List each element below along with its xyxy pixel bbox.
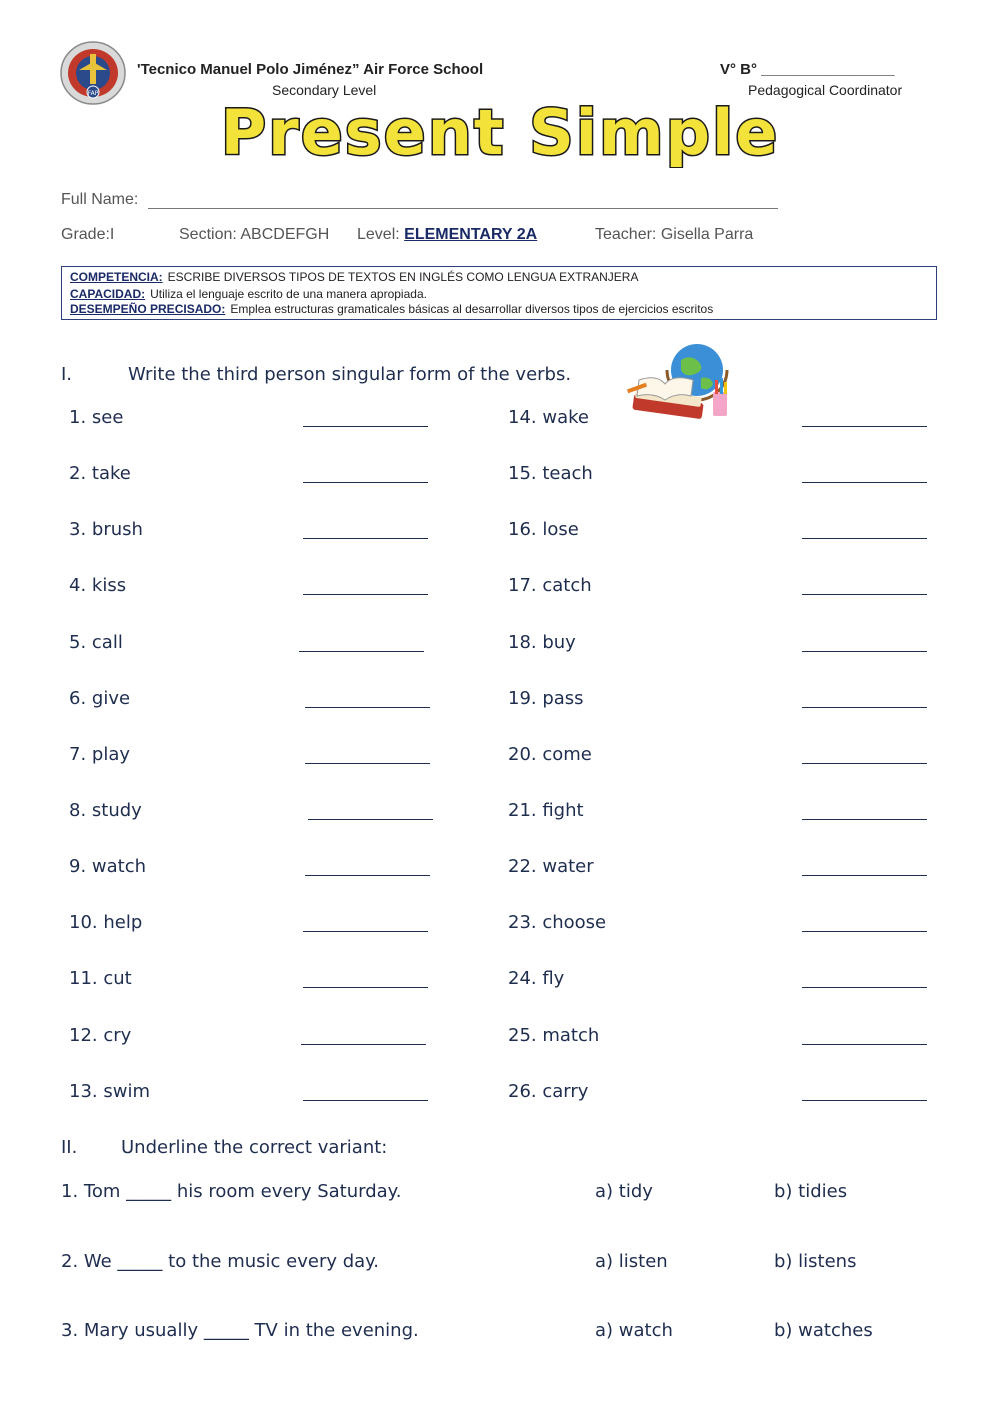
- answer-blank-16[interactable]: [802, 538, 927, 539]
- verb-item-10: 10. help: [69, 912, 143, 933]
- verb-item-22: 22. water: [508, 856, 594, 877]
- question-2-option-b[interactable]: b) listens: [774, 1251, 857, 1272]
- verb-item-7: 7. play: [69, 744, 131, 765]
- verb-item-26: 26. carry: [508, 1081, 589, 1102]
- answer-blank-21[interactable]: [802, 819, 927, 820]
- school-logo: [59, 40, 127, 110]
- verb-item-23: 23. choose: [508, 912, 607, 933]
- answer-blank-1[interactable]: [303, 426, 428, 427]
- verb-item-8: 8. study: [69, 800, 142, 821]
- verb-item-2: 2. take: [69, 463, 131, 484]
- answer-blank-2[interactable]: [303, 482, 428, 483]
- competencia-label: COMPETENCIA:: [70, 270, 163, 284]
- answer-blank-12[interactable]: [301, 1044, 426, 1045]
- svg-text:Present Simple: Present Simple: [220, 98, 780, 168]
- page-title: [170, 98, 830, 172]
- books-globe-icon: [625, 340, 735, 436]
- verb-item-6: 6. give: [69, 688, 131, 709]
- full-name-label: Full Name:: [61, 191, 139, 208]
- verb-item-21: 21. fight: [508, 800, 584, 821]
- svg-text:FAP: FAP: [87, 90, 99, 97]
- answer-blank-14[interactable]: [802, 426, 927, 427]
- question-3: 3. Mary usually _____ TV in the evening.: [61, 1320, 419, 1341]
- competencia-line: [70, 269, 928, 286]
- competencia-text: ESCRIBE DIVERSOS TIPOS DE TEXTOS EN INGLÉS COMO LENGUA EXTRANJERA: [167, 270, 639, 284]
- answer-blank-9[interactable]: [305, 875, 430, 876]
- question-3-option-a[interactable]: a) watch: [595, 1320, 673, 1341]
- verb-item-5: 5. call: [69, 632, 123, 653]
- answer-blank-6[interactable]: [305, 707, 430, 708]
- verb-item-15: 15. teach: [508, 463, 593, 484]
- question-1-option-a[interactable]: a) tidy: [595, 1181, 653, 1202]
- school-level: Secondary Level: [272, 82, 377, 98]
- verb-item-19: 19. pass: [508, 688, 584, 709]
- question-3-option-b[interactable]: b) watches: [774, 1320, 873, 1341]
- grade-label: Grade:I: [61, 226, 115, 243]
- question-2-option-a[interactable]: a) listen: [595, 1251, 668, 1272]
- level-label: Level:: [357, 226, 400, 243]
- answer-blank-26[interactable]: [802, 1100, 927, 1101]
- answer-blank-8[interactable]: [308, 819, 433, 820]
- verb-item-20: 20. come: [508, 744, 592, 765]
- answer-blank-20[interactable]: [802, 763, 927, 764]
- desempeno-label: DESEMPEÑO PRECISADO:: [70, 302, 226, 316]
- verb-item-16: 16. lose: [508, 519, 579, 540]
- full-name-field[interactable]: [148, 208, 778, 209]
- answer-blank-10[interactable]: [303, 931, 428, 932]
- coordinator-label: Pedagogical Coordinator: [748, 82, 903, 98]
- answer-blank-3[interactable]: [303, 538, 428, 539]
- capacidad-label: CAPACIDAD:: [70, 287, 146, 301]
- answer-blank-7[interactable]: [305, 763, 430, 764]
- answer-blank-18[interactable]: [802, 651, 927, 652]
- level-value: ELEMENTARY 2A: [404, 226, 538, 243]
- competence-box: [61, 266, 937, 320]
- verb-item-17: 17. catch: [508, 575, 592, 596]
- verb-item-24: 24. fly: [508, 968, 565, 989]
- answer-blank-25[interactable]: [802, 1044, 927, 1045]
- answer-blank-17[interactable]: [802, 594, 927, 595]
- section2-number: II.: [61, 1137, 78, 1158]
- section2-instruction: Underline the correct variant:: [121, 1137, 388, 1158]
- school-name: 'Tecnico Manuel Polo Jiménez” Air Force School: [137, 61, 484, 78]
- desempeno-line: [70, 301, 928, 318]
- verb-item-18: 18. buy: [508, 632, 576, 653]
- section1-number: I.: [61, 364, 73, 385]
- answer-blank-19[interactable]: [802, 707, 927, 708]
- verb-item-9: 9. watch: [69, 856, 147, 877]
- verb-item-1: 1. see: [69, 407, 124, 428]
- answer-blank-13[interactable]: [303, 1100, 428, 1101]
- desempeno-text: Emplea estructuras gramaticales básicas al desarrollar diversos tipos de ejercicios escritos: [230, 302, 714, 316]
- question-1: 1. Tom _____ his room every Saturday.: [61, 1181, 402, 1202]
- answer-blank-4[interactable]: [303, 594, 428, 595]
- verb-item-4: 4. kiss: [69, 575, 127, 596]
- verb-item-12: 12. cry: [69, 1025, 132, 1046]
- verb-item-3: 3. brush: [69, 519, 143, 540]
- verb-item-13: 13. swim: [69, 1081, 150, 1102]
- section1-instruction: Write the third person singular form of the verbs.: [128, 364, 572, 385]
- answer-blank-11[interactable]: [303, 987, 428, 988]
- level-info: [357, 226, 537, 244]
- answer-blank-22[interactable]: [802, 875, 927, 876]
- question-2: 2. We _____ to the music every day.: [61, 1251, 379, 1272]
- answer-blank-24[interactable]: [802, 987, 927, 988]
- teacher-label: Teacher: Gisella Parra: [595, 226, 754, 243]
- answer-blank-23[interactable]: [802, 931, 927, 932]
- verb-item-14: 14. wake: [508, 407, 589, 428]
- section-label: Section: ABCDEFGH: [179, 226, 330, 243]
- answer-blank-5[interactable]: [299, 651, 424, 652]
- question-1-option-b[interactable]: b) tidies: [774, 1181, 848, 1202]
- approval-field: V° B° ________________: [720, 61, 895, 78]
- answer-blank-15[interactable]: [802, 482, 927, 483]
- verb-item-25: 25. match: [508, 1025, 600, 1046]
- capacidad-text: Utiliza el lenguaje escrito de una manera apropiada.: [150, 287, 427, 301]
- verb-item-11: 11. cut: [69, 968, 132, 989]
